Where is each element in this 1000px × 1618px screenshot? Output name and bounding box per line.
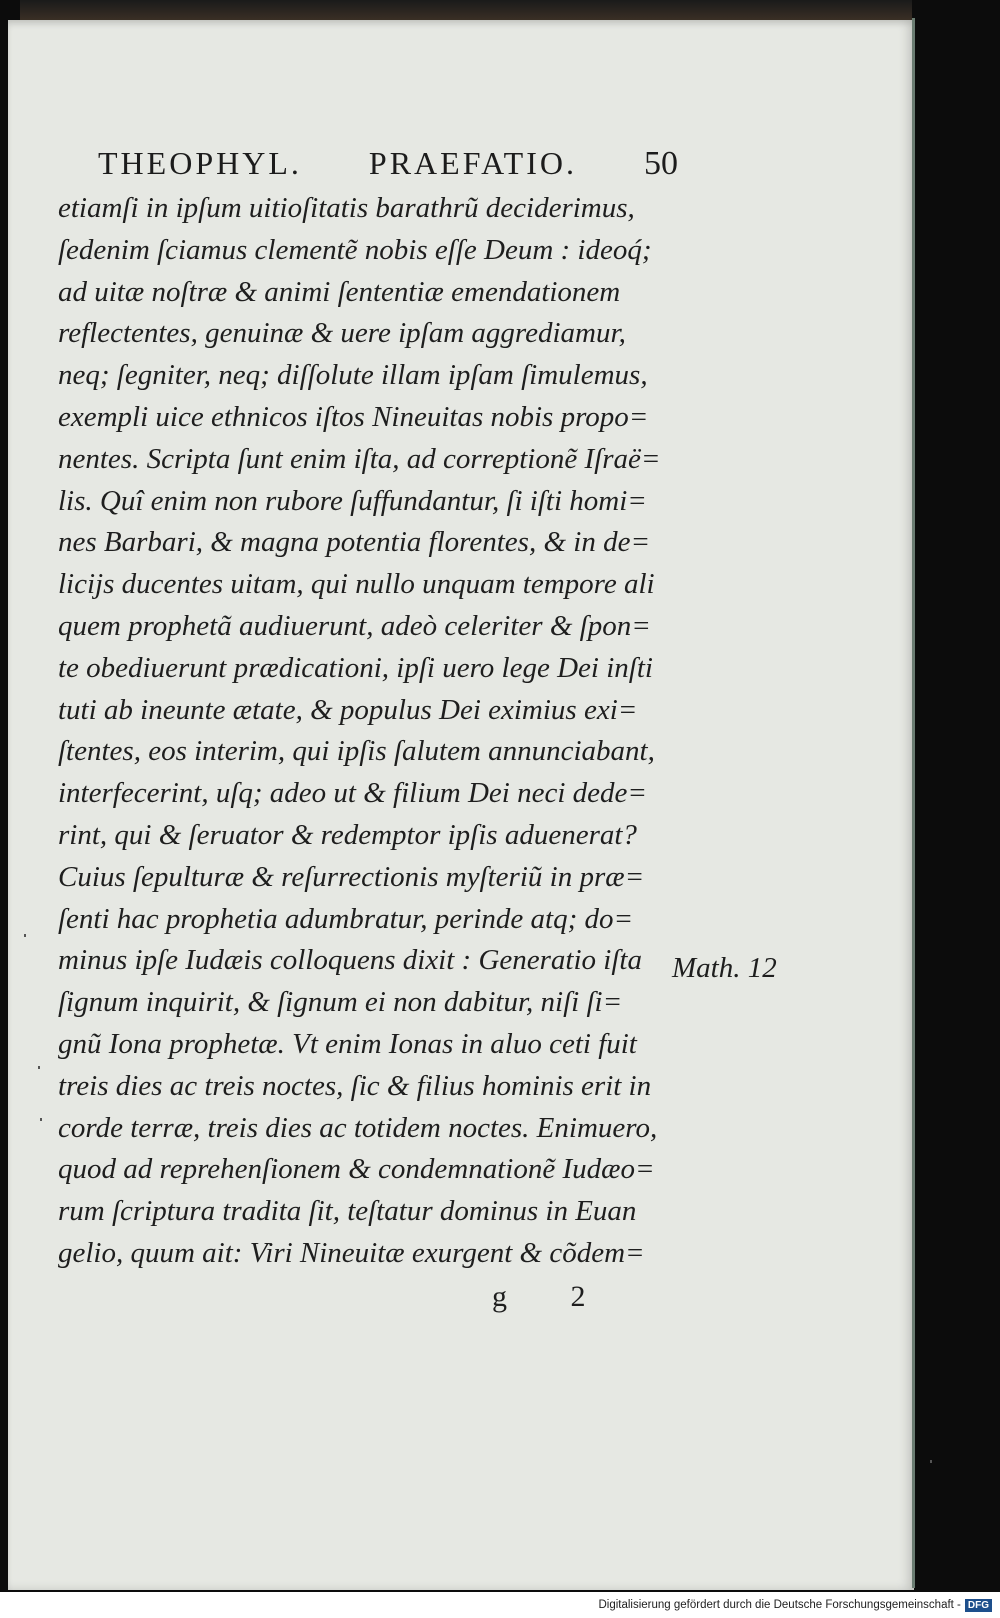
text-line: tuti ab ineunte ætate, & populus Dei eximius exi= [58, 693, 638, 726]
text-line: ſtentes, eos interim, qui ipſis ſalutem annunciabant, [58, 735, 655, 768]
text-line: neq; ſegniter, neq; diſſolute illam ipſam ſimulemus, [58, 359, 648, 392]
paper-speck [930, 1460, 932, 1463]
paper-speck [40, 1118, 42, 1121]
text-line: lis. Quî enim non rubore ſuffundantur, ſi iſti homi= [58, 484, 647, 517]
text-line: reflectentes, genuinæ & uere ipſam aggrediamur, [58, 317, 626, 350]
footer-text: Digitalisierung gefördert durch die Deutsche Forschungsgemeinschaft - [598, 1599, 961, 1611]
text-line: quod ad reprehenſionem & condemnationẽ Iudæo= [58, 1153, 655, 1186]
text-line: treis dies ac treis noctes, ſic & filius hominis erit in [58, 1069, 652, 1102]
body-text [58, 188, 688, 1275]
text-line: nentes. Scripta ſunt enim iſta, ad correptionẽ Iſraë= [58, 442, 661, 475]
text-line: ad uitæ noſtræ & animi ſententiæ emendationem [58, 275, 621, 308]
text-line: nes Barbari, & magna potentia florentes, & in de= [58, 526, 651, 559]
text-line: rint, qui & ſeruator & redemptor ipſis aduenerat? [58, 818, 637, 851]
paper-speck [24, 934, 26, 937]
signature-mark: g 2 [492, 1280, 614, 1313]
text-line: gnũ Iona prophetæ. Vt enim Ionas in aluo ceti fuit [58, 1027, 637, 1060]
text-line: ſedenim ſciamus clementẽ nobis eſſe Deum : ideoq́; [58, 233, 652, 266]
text-line: rum ſcriptura tradita ſit, teſtatur dominus in Euan [58, 1195, 637, 1228]
marginal-note: Math. 12 [672, 952, 777, 984]
text-line: Cuius ſepulturæ & reſurrectionis myſteriũ in præ= [58, 860, 645, 893]
text-line: minus ipſe Iudæis colloquens dixit : Generatio iſta [58, 944, 642, 977]
text-line: etiamſi in ipſum uitioſitatis barathrũ deciderimus, [58, 192, 635, 224]
running-head-left: THEOPHYL. [98, 145, 302, 181]
running-head [98, 145, 678, 183]
text-line: gelio, quum ait: Viri Nineuitæ exurgent & cõdem= [58, 1236, 645, 1269]
running-head-center: PRAEFATIO. [368, 145, 577, 181]
text-line: licijs ducentes uitam, qui nullo unquam tempore ali [58, 568, 655, 601]
text-line: te obediuerunt prædicationi, ipſi uero lege Dei inſti [58, 651, 653, 684]
digitization-footer [0, 1592, 1000, 1618]
text-line: corde terræ, treis dies ac totidem noctes. Enimuero, [58, 1111, 658, 1144]
text-line: exempli uice ethnicos iſtos Nineuitas nobis propo= [58, 400, 649, 433]
page-number: 50 [644, 145, 678, 182]
text-line: ſenti hac prophetia adumbratur, perinde atq; do= [58, 902, 634, 935]
text-line: quem prophetã audiuerunt, adeò celeriter & ſpon= [58, 609, 651, 642]
paper-speck [38, 1066, 40, 1069]
text-line: ſignum inquirit, & ſignum ei non dabitur, niſi ſi= [58, 986, 623, 1019]
scan-top-strip [20, 0, 912, 20]
dfg-logo: DFG [965, 1599, 992, 1612]
text-line: interfecerint, uſq; adeo ut & filium Dei neci dede= [58, 777, 647, 810]
page-edge [912, 18, 915, 1588]
